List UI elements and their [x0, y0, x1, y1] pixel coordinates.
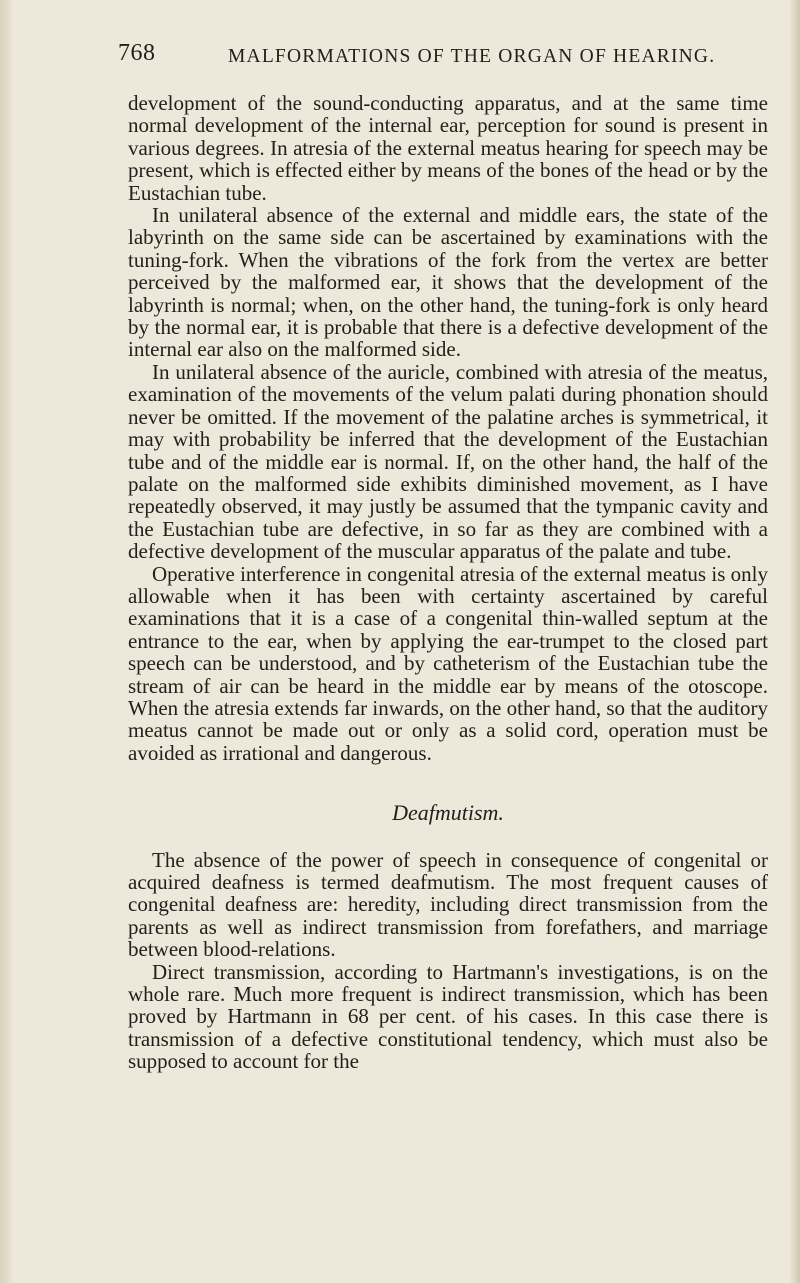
running-title: MALFORMATIONS OF THE ORGAN OF HEARING. — [228, 46, 716, 67]
body-text — [128, 92, 768, 1073]
paragraph-deafmutism-definition: The absence of the power of speech in consequence of congenital or acquired deafness is termed deafmutism. The most frequent causes of congenital deafness are: heredity, including direct transmission from the parents as well as indirect transmission from forefathers, and marriage between blood-relations. — [128, 847, 768, 962]
running-head — [118, 40, 768, 80]
section-heading: Deafmutism. — [392, 800, 504, 826]
page-number: 768 — [118, 40, 156, 66]
paragraph-continuation: development of the sound-conducting apparatus, and at the same time normal development of the internal ear, perception for sound is present in various degrees. In atresia of the external meatus hearing for speech may be present, which is effected either by means of the bones of the head or by the Eustachian tube. — [128, 91, 768, 205]
paragraph-operative-interference: Operative interference in congenital atresia of the external meatus is only allowable when it has been with certainty ascertained by careful examinations that it is a case of a congenital thin-walled septum at the entrance to the ear, when by applying the ear-trumpet to the closed part speech can be understood, and by catheterism of the Eustachian tube the stream of air can be heard in the middle ear by means of the otoscope. When the atresia extends far inwards, on the other hand, so that the auditory meatus cannot be made out or only as a solid cord, operation must be avoided as irrational and dangerous. — [128, 561, 768, 765]
paragraph-direct-transmission: Direct transmission, according to Hartmann's investigations, is on the whole rare. Much more frequent is indirect transmission, which has been proved by Hartmann in 68 per cent. of his cases. In this case there is transmission of a defective constitutional tendency, which must also be supposed to account for the — [128, 959, 768, 1074]
page-right-edge — [790, 0, 800, 1283]
paragraph-unilateral-absence-auricle: In unilateral absence of the auricle, combined with atresia of the meatus, examination of the movements of the velum palati during phonation should never be omitted. If the movement of the palatine arches is symmetrical, it may with probability be inferred that the development of the Eustachian tube and of the middle ear is normal. If, on the other hand, the half of the palate on the malformed side exhibits diminished movement, as I have repeatedly observed, it may justly be assumed that the tympanic cavity and the Eustachian tube are defective, in so far as they are combined with a defective development of the muscular apparatus of the palate and tube. — [128, 359, 768, 564]
paragraph-unilateral-absence-ears: In unilateral absence of the external and middle ears, the state of the labyrinth on the same side can be ascertained by examinations with the tuning-fork. When the vibrations of the fork from the vertex are better perceived by the malformed ear, it shows that the development of the labyrinth is normal; when, on the other hand, the tuning-fork is only heard by the normal ear, it is probable that there is a defective development of the internal ear also on the malformed side. — [128, 203, 768, 362]
page-left-edge — [0, 0, 12, 1283]
